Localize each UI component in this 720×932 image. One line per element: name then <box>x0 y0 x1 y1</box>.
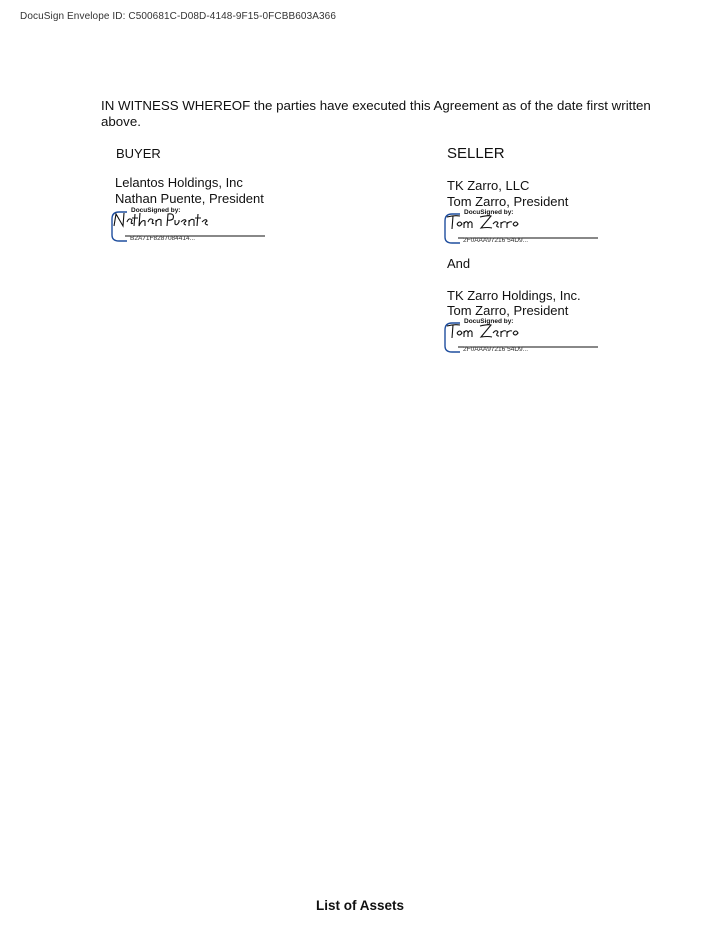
docusigned-label: DocuSigned by: <box>464 209 514 216</box>
seller-signer-2: Tom Zarro, President <box>447 303 569 318</box>
buyer-title: BUYER <box>116 146 161 161</box>
witness-paragraph: IN WITNESS WHEREOF the parties have executed this Agreement as of the date first written above. <box>101 98 651 129</box>
seller-signature-id: 2F0AAA97216 54D9... <box>463 237 529 244</box>
seller-company: TK Zarro, LLC <box>447 178 530 193</box>
list-of-assets-heading: List of Assets <box>315 898 405 913</box>
seller-company-2: TK Zarro Holdings, Inc. <box>447 288 581 303</box>
seller-signature-2[interactable] <box>444 319 599 355</box>
seller-handwritten-signature-2 <box>444 319 524 341</box>
buyer-signature[interactable] <box>111 208 266 244</box>
seller-signature-2-id: 2F0AAA97216 54D9... <box>463 346 529 353</box>
docusigned-label: DocuSigned by: <box>131 207 181 214</box>
envelope-id: DocuSign Envelope ID: C500681C-D08D-4148-9F15-0FCBB603A366 <box>20 11 336 22</box>
seller-handwritten-signature <box>444 210 524 232</box>
seller-signer: Tom Zarro, President <box>447 194 569 209</box>
buyer-signature-id: B2A71F8287084414... <box>130 235 196 242</box>
buyer-signer: Nathan Puente, President <box>115 191 264 206</box>
seller-title: SELLER <box>447 145 505 162</box>
docusigned-label: DocuSigned by: <box>464 318 514 325</box>
seller-signature[interactable] <box>444 210 599 246</box>
conjunction-and: And <box>447 256 471 271</box>
buyer-company: Lelantos Holdings, Inc <box>115 175 243 190</box>
buyer-handwritten-signature <box>111 208 211 230</box>
